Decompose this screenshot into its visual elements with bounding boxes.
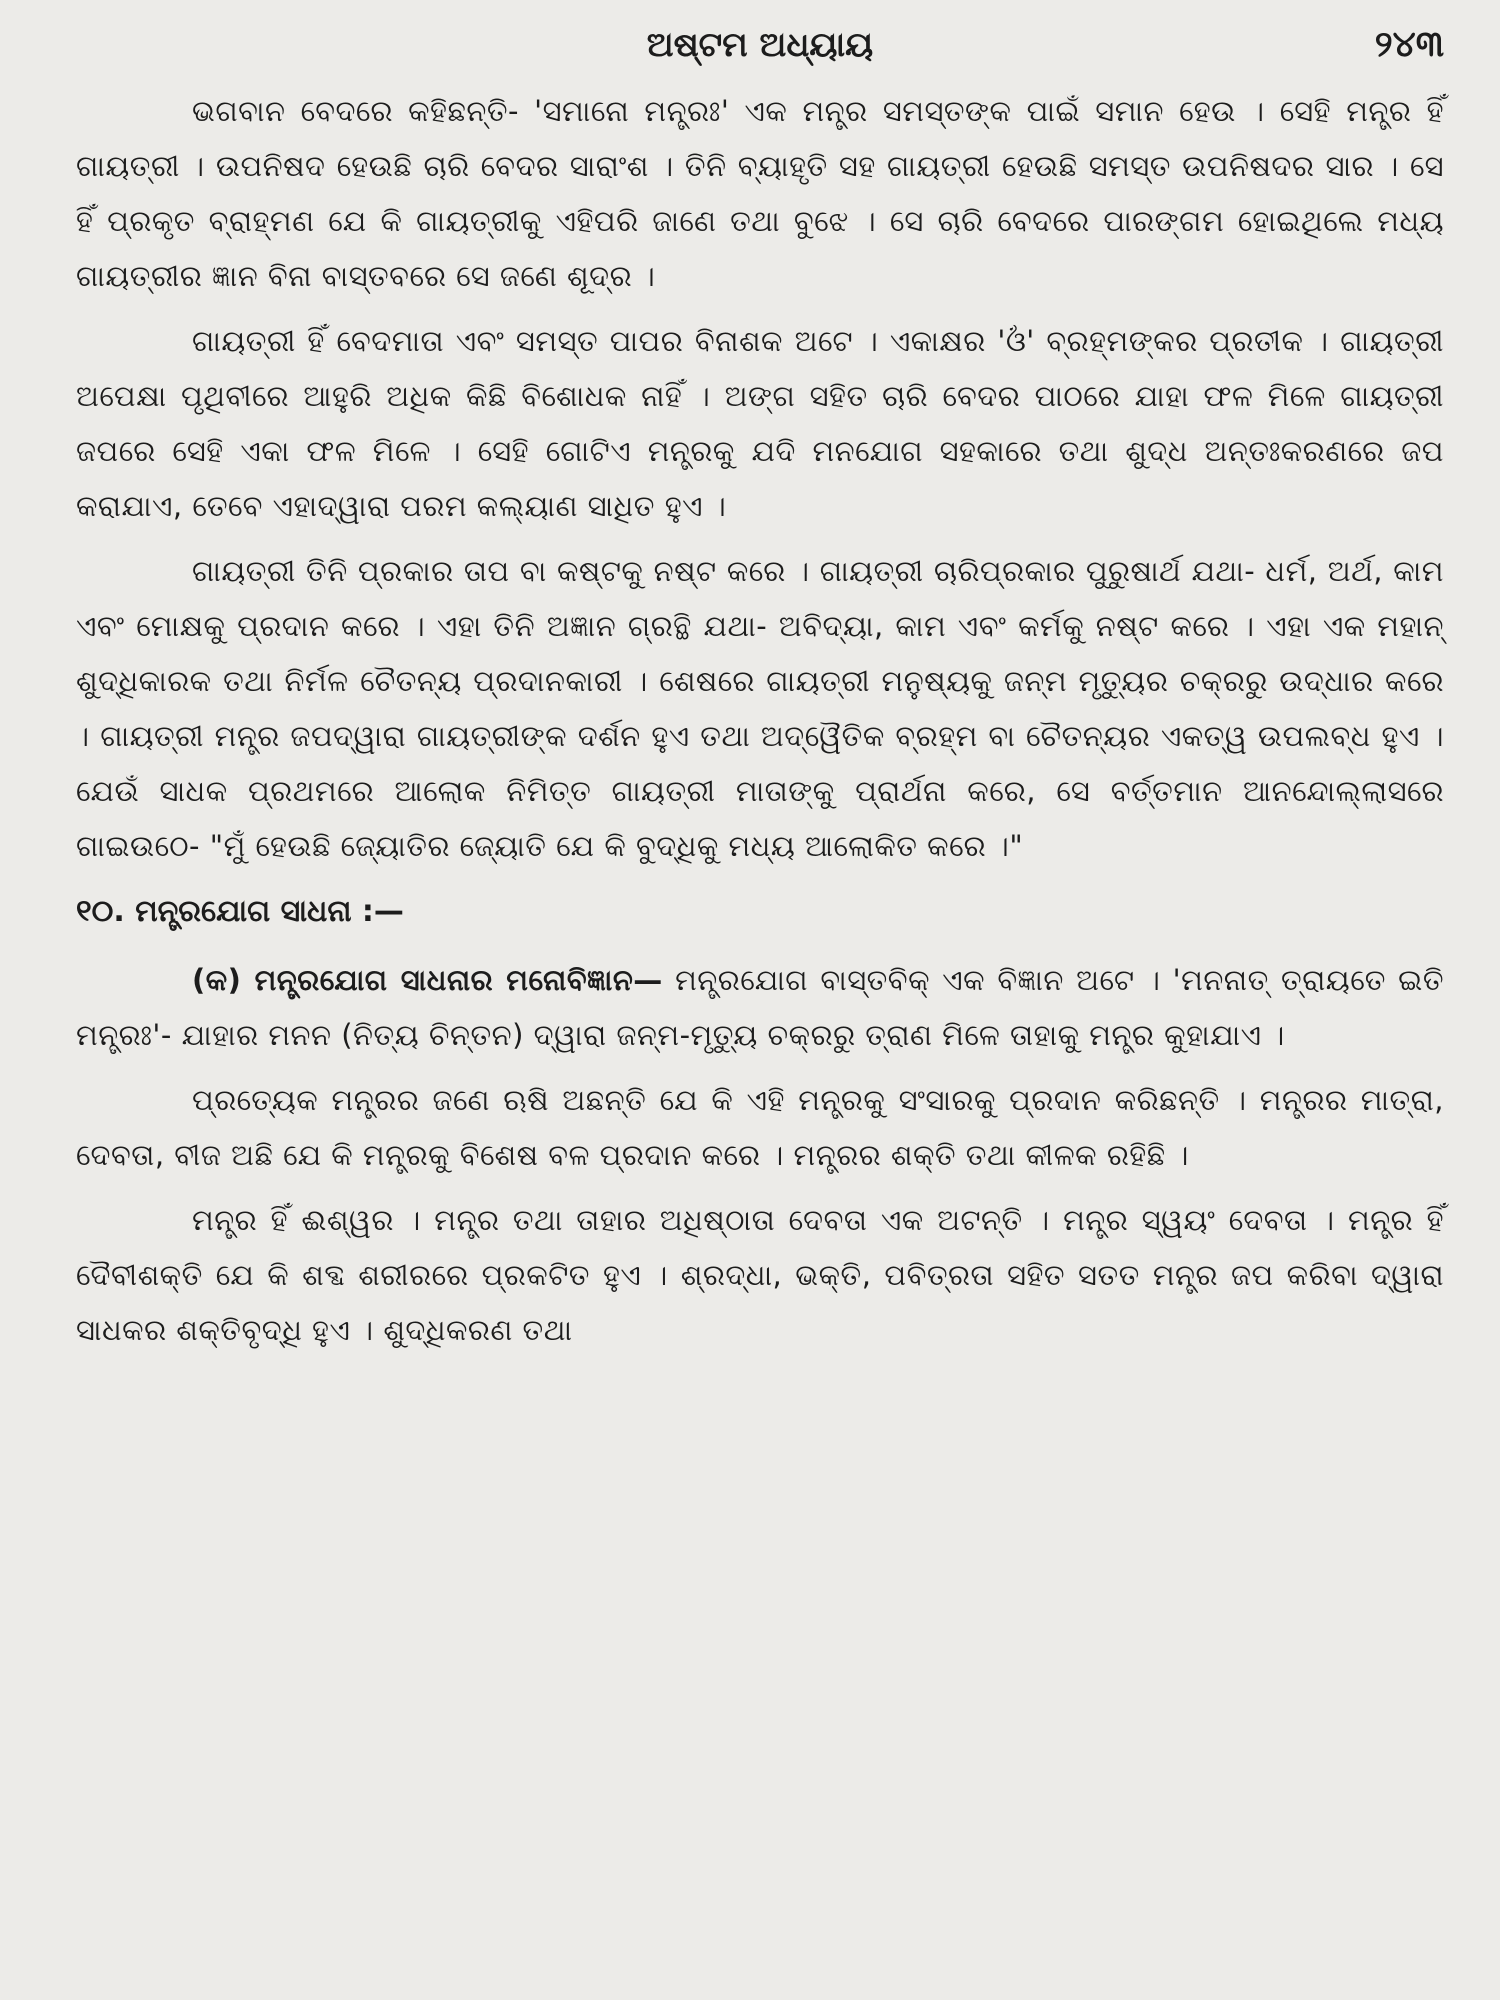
paragraph-6: ମନ୍ତ୍ର ହିଁ ଈଶ୍ୱର । ମନ୍ତ୍ର ତଥା ତାହାର ଅଧିଷ୍ଠାତା ଦେବତା ଏକ ଅଟନ୍ତି । ମନ୍ତ୍ର ସ୍ୱୟଂ ଦେବତା । ମନ୍ତ୍ର ହିଁ ଦୈବୀଶକ୍ତି ଯେ କି ଶବ୍ଦ ଶରୀରରେ ପ୍ରକଟିତ ହୁଏ । ଶ୍ରଦ୍ଧା, ଭକ୍ତି, ପବିତ୍ରତା ସହିତ ସତତ ମନ୍ତ୍ର ଜପ କରିବା ଦ୍ୱାରା ସାଧକର ଶକ୍ତିବୃଦ୍ଧି ହୁଏ । ଶୁଦ୍ଧିକରଣ ତଥା	[76, 1203, 1444, 1347]
paragraph-2: ଗାୟତ୍ରୀ ହିଁ ବେଦମାତା ଏବଂ ସମସ୍ତ ପାପର ବିନାଶକ ଅଟେ । ଏକାକ୍ଷର 'ଓଁ' ବ୍ରହ୍ମଙ୍କର ପ୍ରତୀକ । ଗାୟତ୍ରୀ ଅପେକ୍ଷା ପୃଥିବୀରେ ଆହୁରି ଅଧିକ କିଛି ବିଶୋଧକ ନାହିଁ । ଅଙ୍ଗ ସହିତ ଚାରି ବେଦର ପାଠରେ ଯାହା ଫଳ ମିଳେ ଗାୟତ୍ରୀ ଜପରେ ସେହି ଏକା ଫଳ ମିଳେ । ସେହି ଗୋଟିଏ ମନ୍ତ୍ରକୁ ଯଦି ମନଯୋଗ ସହକାରେ ତଥା ଶୁଦ୍ଧ ଅନ୍ତଃକରଣରେ ଜପ କରାଯାଏ, ତେବେ ଏହାଦ୍ୱାରା ପରମ କଲ୍ୟାଣ ସାଧିତ ହୁଏ ।	[76, 324, 1444, 523]
page-number: ୨୪୩	[1374, 24, 1444, 65]
paragraph-1: ଭଗବାନ ବେଦରେ କହିଛନ୍ତି- 'ସମାନୋ ମନ୍ତ୍ରଃ' ଏକ ମନ୍ତ୍ର ସମସ୍ତଙ୍କ ପାଇଁ ସମାନ ହେଉ । ସେହି ମନ୍ତ୍ର ହିଁ ଗାୟତ୍ରୀ । ଉପନିଷଦ ହେଉଛି ଚାରି ବେଦର ସାରାଂଶ । ତିନି ବ୍ୟାହୃତି ସହ ଗାୟତ୍ରୀ ହେଉଛି ସମସ୍ତ ଉପନିଷଦର ସାର । ସେ ହିଁ ପ୍ରକୃତ ବ୍ରାହ୍ମଣ ଯେ କି ଗାୟତ୍ରୀକୁ ଏହିପରି ଜାଣେ ତଥା ବୁଝେ । ସେ ଚାରି ବେଦରେ ପାରଙ୍ଗମ ହୋଇଥିଲେ ମଧ୍ୟ ଗାୟତ୍ରୀର ଜ୍ଞାନ ବିନା ବାସ୍ତବରେ ସେ ଜଣେ ଶୂଦ୍ର ।	[76, 94, 1444, 293]
page-header	[76, 22, 1444, 68]
subsection-paragraph	[76, 953, 1444, 1063]
subsection-heading: (କ) ମନ୍ତ୍ରଯୋଗ ସାଧନାର ମନୋବିଜ୍ଞାନ—	[192, 963, 663, 997]
paragraph-5: ପ୍ରତ୍ୟେକ ମନ୍ତ୍ରର ଜଣେ ଋଷି ଅଛନ୍ତି ଯେ କି ଏହି ମନ୍ତ୍ରକୁ ସଂସାରକୁ ପ୍ରଦାନ କରିଛନ୍ତି । ମନ୍ତ୍ରର ମାତ୍ରା, ଦେବତା, ବୀଜ ଅଛି ଯେ କି ମନ୍ତ୍ରକୁ ବିଶେଷ ବଳ ପ୍ରଦାନ କରେ । ମନ୍ତ୍ରର ଶକ୍ତି ତଥା କୀଳକ ରହିଛି ।	[76, 1083, 1444, 1172]
paragraph-3: ଗାୟତ୍ରୀ ତିନି ପ୍ରକାର ତାପ ବା କଷ୍ଟକୁ ନଷ୍ଟ କରେ । ଗାୟତ୍ରୀ ଚାରିପ୍ରକାର ପୁରୁଷାର୍ଥ ଯଥା- ଧର୍ମ, ଅର୍ଥ, କାମ ଏବଂ ମୋକ୍ଷକୁ ପ୍ରଦାନ କରେ । ଏହା ତିନି ଅଜ୍ଞାନ ଗ୍ରନ୍ଥି ଯଥା- ଅବିଦ୍ୟା, କାମ ଏବଂ କର୍ମକୁ ନଷ୍ଟ କରେ । ଏହା ଏକ ମହାନ୍ ଶୁଦ୍ଧିକାରକ ତଥା ନିର୍ମଳ ଚୈତନ୍ୟ ପ୍ରଦାନକାରୀ । ଶେଷରେ ଗାୟତ୍ରୀ ମନୁଷ୍ୟକୁ ଜନ୍ମ ମୃତ୍ୟୁର ଚକ୍ରରୁ ଉଦ୍ଧାର କରେ । ଗାୟତ୍ରୀ ମନ୍ତ୍ର ଜପଦ୍ୱାରା ଗାୟତ୍ରୀଙ୍କ ଦର୍ଶନ ହୁଏ ତଥା ଅଦ୍ୱୈତିକ ବ୍ରହ୍ମ ବା ଚୈତନ୍ୟର ଏକତ୍ୱ ଉପଲବ୍ଧ ହୁଏ । ଯେଉଁ ସାଧକ ପ୍ରଥମରେ ଆଲୋକ ନିମିତ୍ତ ଗାୟତ୍ରୀ ମାତାଙ୍କୁ ପ୍ରାର୍ଥନା କରେ, ସେ ବର୍ତ୍ତମାନ ଆନନ୍ଦୋଲ୍ଲାସରେ ଗାଇଉଠେ- "ମୁଁ ହେଉଛି ଜ୍ୟୋତିର ଜ୍ୟୋତି ଯେ କି ବୁଦ୍ଧିକୁ ମଧ୍ୟ ଆଲୋକିତ କରେ ।"	[76, 554, 1444, 863]
subsection-text: ମନ୍ତ୍ରଯୋଗ ବାସ୍ତବିକ୍ ଏକ ବିଜ୍ଞାନ ଅଟେ । 'ମନନାତ୍ ତ୍ରାୟତେ ଇତି ମନ୍ତ୍ରଃ'- ଯାହାର ମନନ (ନିତ୍ୟ ଚିନ୍ତନ) ଦ୍ୱାରା ଜନ୍ମ-ମୃତ୍ୟୁ ଚକ୍ରରୁ ତ୍ରାଣ ମିଳେ ତାହାକୁ ମନ୍ତ୍ର କୁହାଯାଏ ।	[76, 963, 1444, 1052]
body-text	[76, 84, 1444, 1358]
chapter-title: ଅଷ୍ଟମ ଅଧ୍ୟାୟ	[646, 25, 874, 65]
section-heading: ୧୦. ମନ୍ତ୍ରଯୋଗ ସାଧନା :—	[76, 894, 404, 929]
